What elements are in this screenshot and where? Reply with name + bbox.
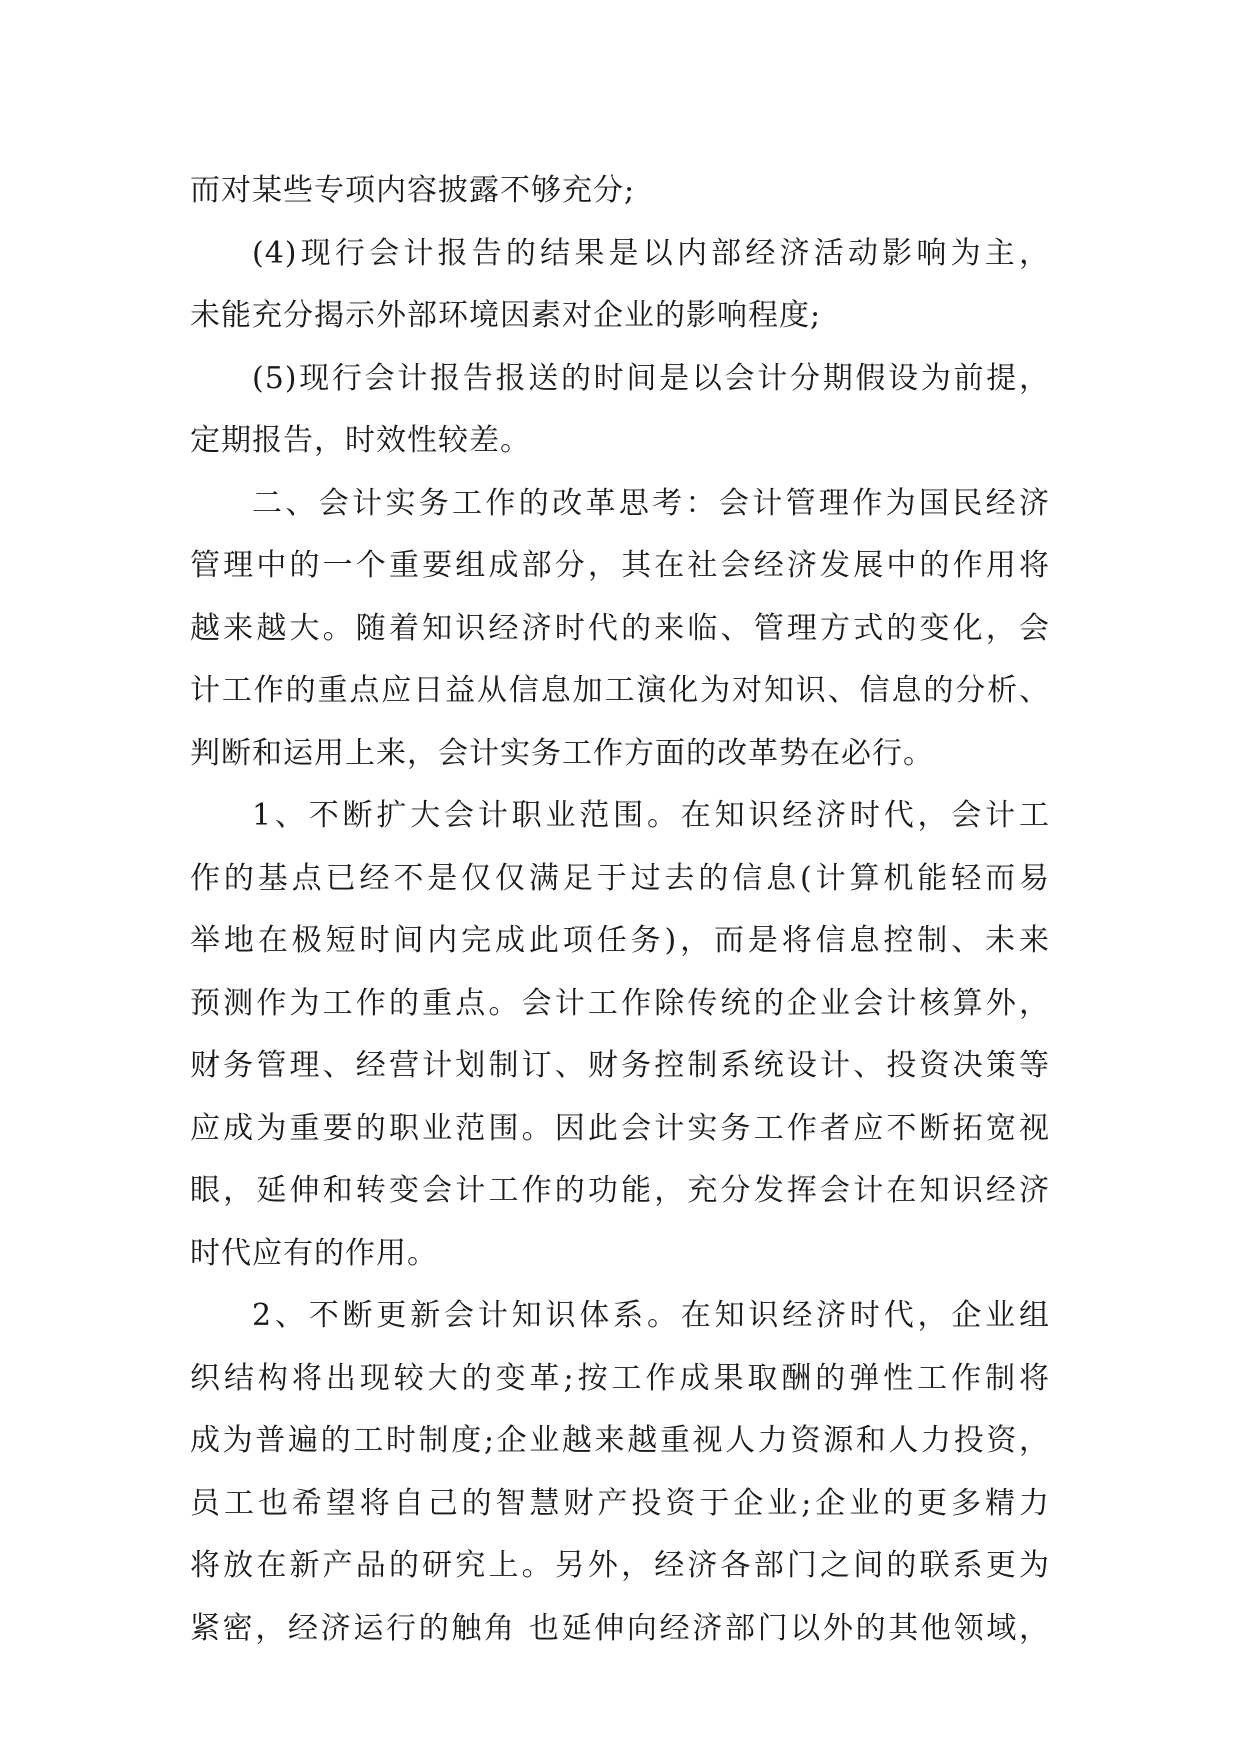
- text-line: 财务管理、经营计划制订、财务控制系统设计、投资决策等: [190, 1048, 1050, 1083]
- text-line: 织结构将出现较大的变革;按工作成果取酬的弹性工作制将: [190, 1360, 1050, 1396]
- text-line: 员工也希望将自己的智慧财产投资于企业;企业的更多精力: [190, 1485, 1050, 1521]
- text-line: 眼，延伸和转变会计工作的功能，充分发挥会计在知识经济: [190, 1173, 1050, 1208]
- text-line: 管理中的一个重要组成部分，其在社会经济发展中的作用将: [190, 548, 1050, 583]
- text-line: (5)现行会计报告报送的时间是以会计分期假设为前提，: [252, 360, 1050, 396]
- text-line: 将放在新产品的研究上。另外，经济各部门之间的联系更为: [190, 1548, 1050, 1583]
- text-line: 1、不断扩大会计职业范围。在知识经济时代，会计工: [252, 798, 1050, 833]
- text-line: 计工作的重点应日益从信息加工演化为对知识、信息的分析、: [190, 673, 1050, 708]
- text-line: 而对某些专项内容披露不够充分;: [190, 173, 636, 208]
- text-line: 越来越大。随着知识经济时代的来临、管理方式的变化，会: [190, 610, 1050, 646]
- text-line: 作的基点已经不是仅仅满足于过去的信息(计算机能轻而易: [190, 860, 1050, 896]
- text-line: 应成为重要的职业范围。因此会计实务工作者应不断拓宽视: [190, 1110, 1050, 1146]
- text-line: 判断和运用上来，会计实务工作方面的改革势在必行。: [190, 735, 934, 771]
- text-line: 时代应有的作用。: [190, 1235, 438, 1271]
- text-line: 未能充分揭示外部环境因素对企业的影响程度;: [190, 298, 822, 333]
- text-line: 成为普遍的工时制度;企业越来越重视人力资源和人力投资，: [190, 1423, 1050, 1458]
- text-line: 紧密，经济运行的触角 也延伸向经济部门以外的其他领域，: [190, 1610, 1050, 1646]
- text-line: 二、会计实务工作的改革思考：会计管理作为国民经济: [252, 485, 1050, 521]
- body-text: [190, 160, 1050, 1660]
- text-line: (4)现行会计报告的结果是以内部经济活动影响为主，: [252, 235, 1050, 271]
- text-line: 2、不断更新会计知识体系。在知识经济时代，企业组: [252, 1298, 1050, 1333]
- text-line: 预测作为工作的重点。会计工作除传统的企业会计核算外，: [190, 985, 1050, 1021]
- text-line: 举地在极短时间内完成此项任务)，而是将信息控制、未来: [190, 923, 1050, 958]
- text-line: 定期报告，时效性较差。: [190, 423, 531, 458]
